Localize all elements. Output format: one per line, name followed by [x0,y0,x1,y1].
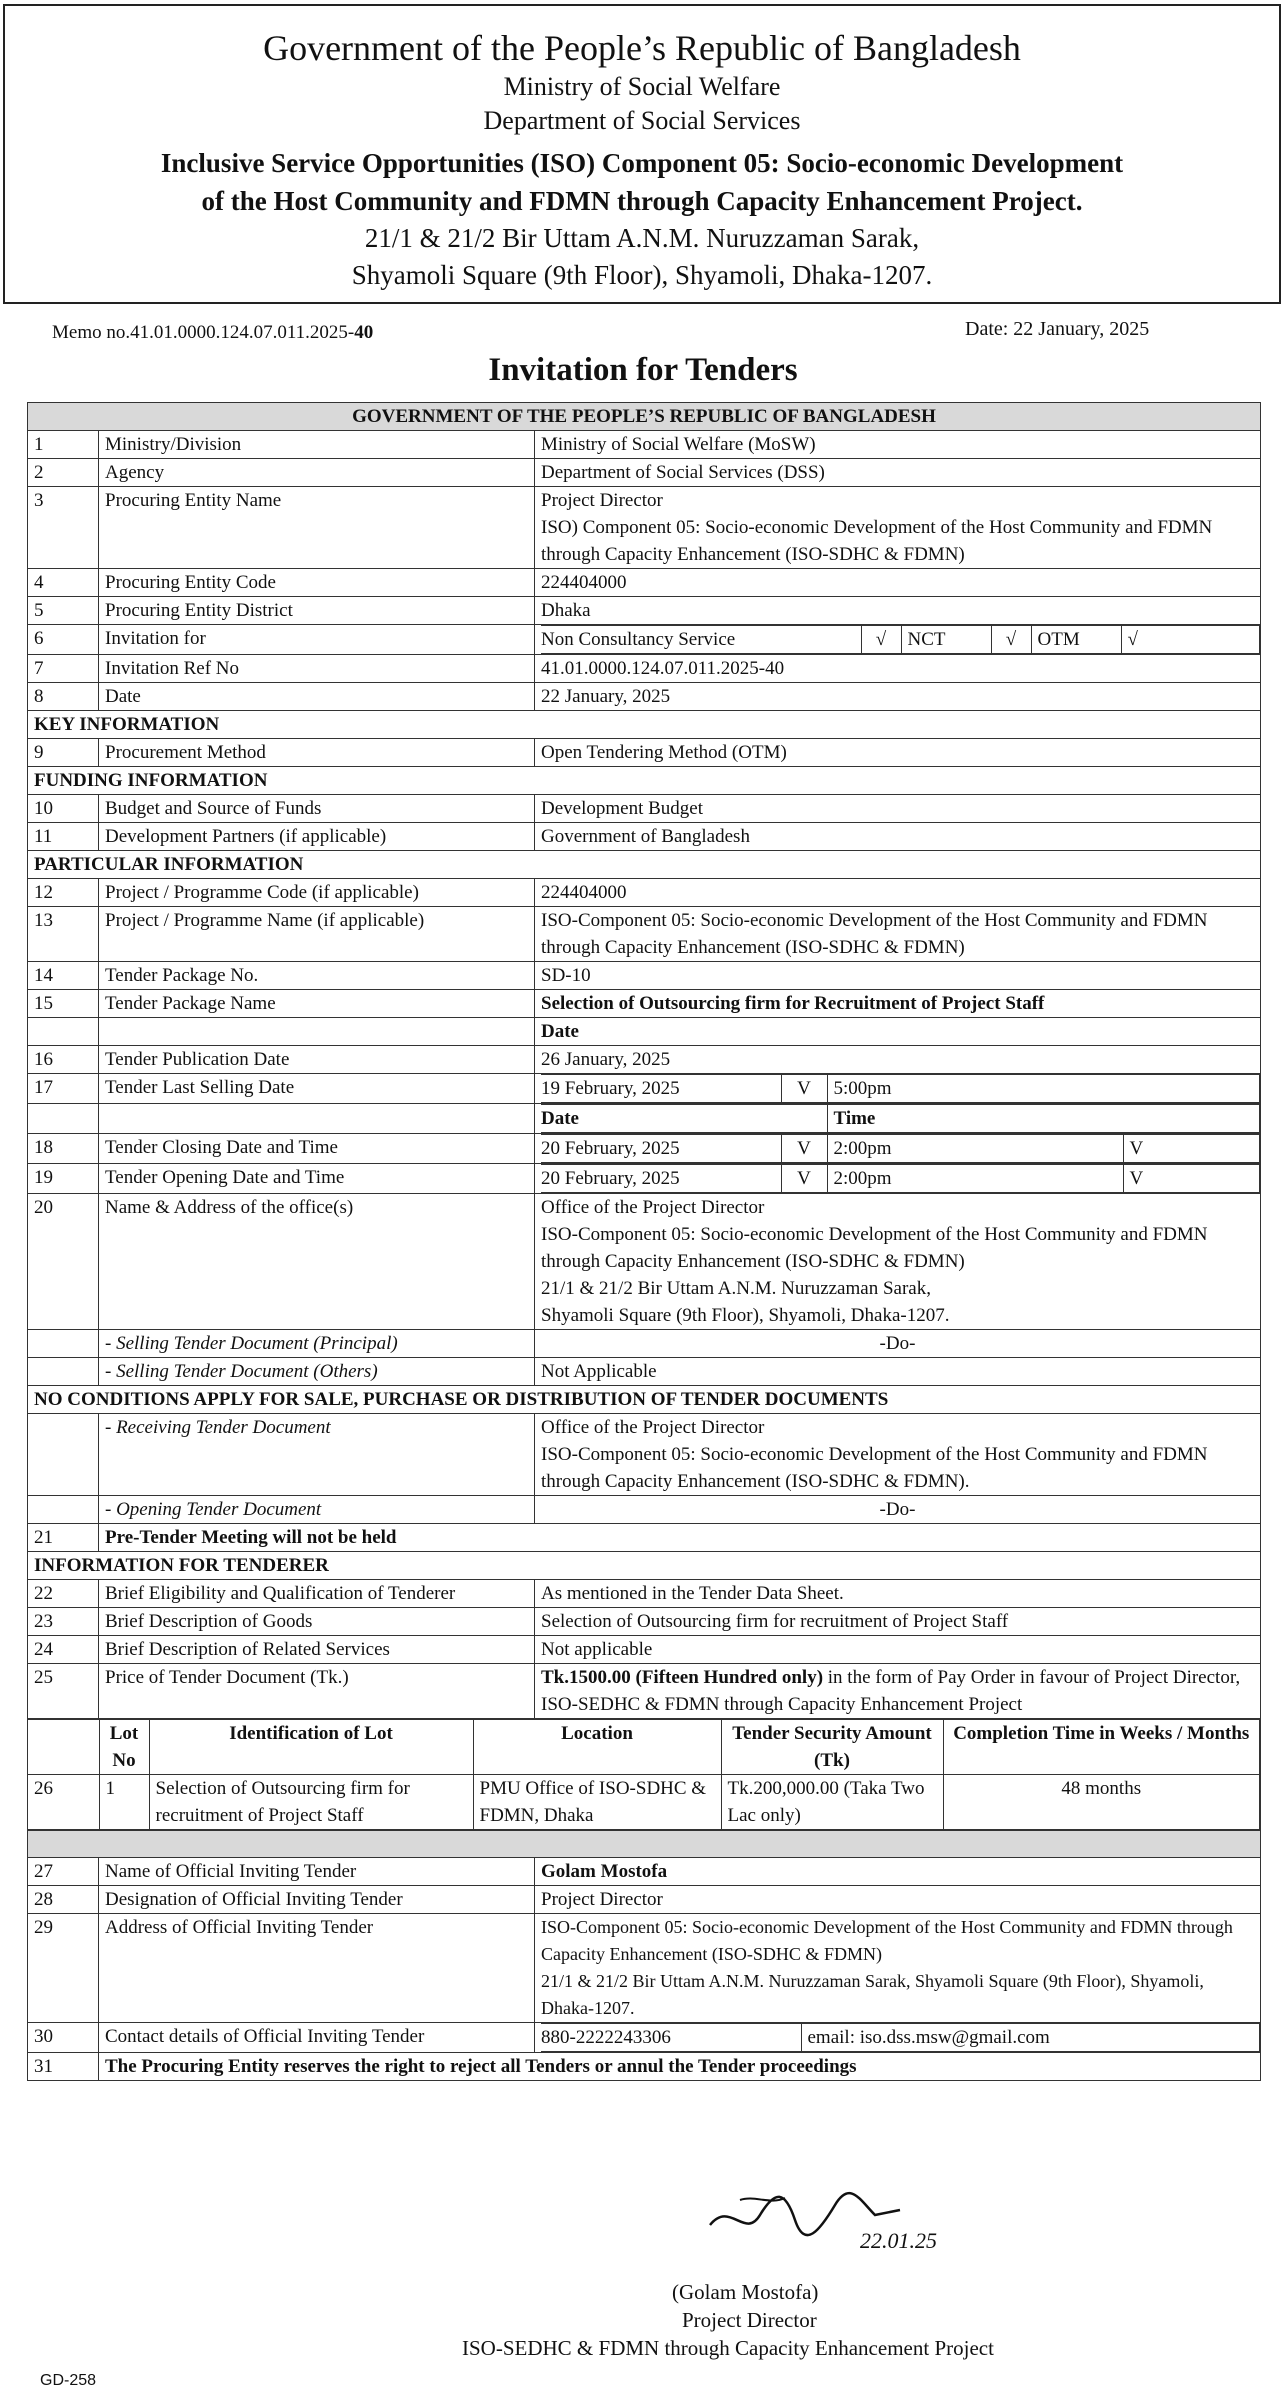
table-row: 19 Tender Opening Date and Time 20 February, 2025 V 2:00pm V [28,1164,1261,1194]
signature-date: 22.01.25 [860,2228,937,2250]
gray-separator [28,1831,1261,1858]
project-title-1: Inclusive Service Opportunities (ISO) Component 05: Socio-economic Development [160,148,1124,178]
table-row: 12 Project / Programme Code (if applicable) 224404000 [28,879,1261,907]
ministry: Ministry of Social Welfare [503,72,781,101]
table-row: - Opening Tender Document -Do- [28,1496,1261,1524]
address-1: 21/1 & 21/2 Bir Uttam A.N.M. Nuruzzaman Sarak, [364,223,920,253]
section-particular-information: PARTICULAR INFORMATION [28,851,1261,879]
table-row: 4 Procuring Entity Code 224404000 [28,569,1261,597]
table-row: 21 Pre-Tender Meeting will not be held [28,1524,1261,1552]
table-row: 25 Price of Tender Document (Tk.) Tk.1500.00 (Fifteen Hundred only) in the form of Pay Order in favour of Project Director, ISO-SEDHC & FDMN through Capacity Enhancement Project [28,1664,1261,1719]
lot-table: Lot No Identification of Lot Location Tender Security Amount (Tk) Completion Time in Weeks / Months 26 1 Selection of Outsourcing firm for recruitment of Project Staff PMU Office of ISO-SDHC & FDMN, Dhaka Tk.200,000.00 (Taka Two Lac only) 48 months [28,1719,1260,1830]
table-row: 9 Procurement Method Open Tendering Method (OTM) [28,739,1261,767]
section-key-information: KEY INFORMATION [28,711,1261,739]
table-row: 31 The Procuring Entity reserves the right to reject all Tenders or annul the Tender proceedings [28,2053,1261,2081]
table-row: 18 Tender Closing Date and Time 20 February, 2025 V 2:00pm V [28,1134,1261,1164]
table-row: - Selling Tender Document (Others) Not Applicable [28,1358,1261,1386]
table-row: 29 Address of Official Inviting Tender ISO-Component 05: Socio-economic Development of the Host Community and FDMN through Capacity Enhancement (ISO-SDHC & FDMN) 21/1 & 21/2 Bir Uttam A.N.M. Nuruzzaman Sarak, Shyamoli Square (9th Floor), Shyamoli, Dhaka-1207. [28,1914,1261,2023]
memo-number: Memo no.41.01.0000.124.07.011.2025-40 [52,322,374,343]
document-code: GD-258 [40,2372,97,2389]
table-row: 7 Invitation Ref No 41.01.0000.124.07.011.2025-40 [28,655,1261,683]
govt-title: Government of the People’s Republic of Bangladesh [263,28,1021,68]
check-mark: √ [1121,626,1260,654]
doc-title: Invitation for Tenders [488,352,798,388]
signature [700,2170,960,2250]
table-row: 2 Agency Department of Social Services (DSS) [28,459,1261,487]
lot-table-row [28,1719,1261,1831]
table-row: 20 Name & Address of the office(s) Office of the Project Director ISO-Component 05: Socio-economic Development of the Host Community and FDMN through Capacity Enhancement (ISO-SDHC & FDMN) 21/1 & 21/2 Bir Uttam A.N.M. Nuruzzaman Sarak, Shyamoli Square (9th Floor), Shyamoli, Dhaka-1207. [28,1194,1261,1330]
section-no-conditions: NO CONDITIONS APPLY FOR SALE, PURCHASE OR DISTRIBUTION OF TENDER DOCUMENTS [28,1386,1261,1414]
issue-date: Date: 22 January, 2025 [965,318,1150,340]
signatory-title: Project Director [682,2308,817,2332]
department: Department of Social Services [483,106,801,135]
table-row: 8 Date 22 January, 2025 [28,683,1261,711]
section-funding-information: FUNDING INFORMATION [28,767,1261,795]
table-row: 10 Budget and Source of Funds Development Budget [28,795,1261,823]
project-title-2: of the Host Community and FDMN through Capacity Enhancement Project. [201,186,1083,216]
table-row: 1 Ministry/Division Ministry of Social Welfare (MoSW) [28,431,1261,459]
section-information-for-tenderer: INFORMATION FOR TENDERER [28,1552,1261,1580]
banner: GOVERNMENT OF THE PEOPLE’S REPUBLIC OF BANGLADESH [28,403,1261,431]
letterhead [3,4,1281,304]
table-row: 23 Brief Description of Goods Selection of Outsourcing firm for recruitment of Project Staff [28,1608,1261,1636]
signatory-project: ISO-SEDHC & FDMN through Capacity Enhancement Project [462,2336,994,2360]
table-row: - Selling Tender Document (Principal) -Do- [28,1330,1261,1358]
address-2: Shyamoli Square (9th Floor), Shyamoli, Dhaka-1207. [351,260,933,290]
table-row: 3 Procuring Entity Name Project Director ISO) Component 05: Socio-economic Development of the Host Community and FDMN through Capacity Enhancement (ISO-SDHC & FDMN) [28,487,1261,569]
table-row: - Receiving Tender Document Office of the Project Director ISO-Component 05: Socio-economic Development of the Host Community and FDMN through Capacity Enhancement (ISO-SDHC & FDMN). [28,1414,1261,1496]
table-row: 13 Project / Programme Name (if applicable) ISO-Component 05: Socio-economic Development of the Host Community and FDMN through Capacity Enhancement (ISO-SDHC & FDMN) [28,907,1261,962]
tender-table: GOVERNMENT OF THE PEOPLE’S REPUBLIC OF BANGLADESH 1 Ministry/Division Ministry of Social Welfare (MoSW) 2 Agency Department of Social Services (DSS) 3 Procuring Entity Name Project Director ISO) Component 05: Socio-economic Development of the Host Community and FDMN through Capacity Enhancement (ISO-SDHC & FDMN) 4 Procuring Entity Code 224404000 5 Procuring Entity District Dhaka 6 Invitation for Non Consultancy Service √ NCT √ OTM √ 7 Invitation Ref No 41.01.0000.124.07.011.2025-40 8 Date 22 January, 2025 KEY INFORMATION 9 Procurement Method Open Tendering Method (OTM) FUNDING INFORMATION 10 Budget and Source of Funds Development Budget 11 Development Partners (if applicable) Government of Bangladesh PARTICULAR INFORMATION 12 Project / Programme Code (if applicable) 224404000 13 Project / Programme Name (if applicable) ISO-Component 05: Socio-economic Development of the Host Community and FDMN through Capacity Enhancement (ISO-SDHC & FDMN) 14 Tender Package No. SD-10 15 Tender Package Name Selection of Outsourcing firm for Recruitment of Project Staff Date 16 Tender Publication Date 26 January, 2025 17 Tender Last Selling Date 19 February, 2025 V 5:00pm Date Time 18 Tender Closing Date and Time 20 February, 2025 V 2:00pm V 19 Tender Opening Date and Time 20 February, 2025 V 2:00pm V 20 Name & Address of the office(s) Office of the Project Director ISO-Component 05: Socio-economic Development of the Host Community and FDMN through Capacity Enhancement (ISO-SDHC & FDMN) 21/1 & 21/2 Bir Uttam A.N.M. Nuruzzaman Sarak, Shyamoli Square (9th Floor), Shyamoli, Dhaka-1207. - Selling Tender Document (Principal) -Do- - Selling Tender Document (Others) Not Applicable NO CONDITIONS APPLY FOR SALE, PURCHASE OR DISTRIBUTION OF TENDER DOCUMENTS - Receiving Tender Document Office of the Project Director ISO-Component 05: Socio-economic Development of the Host Community and FDMN through Capacity Enhancement (ISO-SDHC & FDMN). - Opening Tender Document -Do- 21 Pre-Tender Meeting will not be held INFORMATION FOR TENDERER 22 Brief Eligibility and Qualification of Tenderer As mentioned in the Tender Data Sheet. 23 Brief Description of Goods Selection of Outsourcing firm for recruitment of Project Staff 24 Brief Description of Related Services Not applicable 25 Price of Tender Document (Tk.) Tk.1500.00 (Fifteen Hundred only) in the form of Pay Order in favour of Project Director, ISO-SEDHC & FDMN through Capacity Enhancement Project Lot No Identification of Lot Location Tender Security Amount (Tk) Completion Time in Weeks / Months 26 1 Selection of Outsourcing firm for recruitment of Project Staff PMU Office of ISO-SDHC & FDMN, Dhaka Tk.200,000.00 (Taka Two Lac only) 48 months 27 Name of Official Inviting Tender Golam Mostofa 28 Designation of Official Inviting Tender Project Director 29 Address of Official Inviting Tender ISO-Component 05: Socio-economic Development of the Host Community and FDMN through Capacity Enhancement (ISO-SDHC & FDMN) 21/1 & 21/2 Bir Uttam A.N.M. Nuruzzaman Sarak, Shyamoli Square (9th Floor), Shyamoli, Dhaka-1207. 30 Contact details of Official Inviting Tender 880-2222243306 email: iso.dss.msw@gmail.com 31 The Procuring Entity reserves the right to reject all Tenders or annul the Tender proceedings [27,402,1261,2081]
check-mark: √ [861,626,901,654]
table-row: 16 Tender Publication Date 26 January, 2025 [28,1046,1261,1074]
table-row: 5 Procuring Entity District Dhaka [28,597,1261,625]
table-row: 11 Development Partners (if applicable) Government of Bangladesh [28,823,1261,851]
signatory-name: (Golam Mostofa) [672,2280,819,2304]
table-row: 24 Brief Description of Related Services Not applicable [28,1636,1261,1664]
table-row: 17 Tender Last Selling Date 19 February, 2025 V 5:00pm [28,1074,1261,1104]
check-mark: √ [991,626,1031,654]
table-row: 15 Tender Package Name Selection of Outsourcing firm for Recruitment of Project Staff [28,990,1261,1018]
table-row: 28 Designation of Official Inviting Tender Project Director [28,1886,1261,1914]
table-row: 30 Contact details of Official Inviting Tender 880-2222243306 email: iso.dss.msw@gmail.com [28,2023,1261,2053]
table-row: 27 Name of Official Inviting Tender Golam Mostofa [28,1858,1261,1886]
table-row: 14 Tender Package No. SD-10 [28,962,1261,990]
table-row: 22 Brief Eligibility and Qualification of Tenderer As mentioned in the Tender Data Sheet. [28,1580,1261,1608]
table-row: 6 Invitation for Non Consultancy Service √ NCT √ OTM √ [28,625,1261,655]
